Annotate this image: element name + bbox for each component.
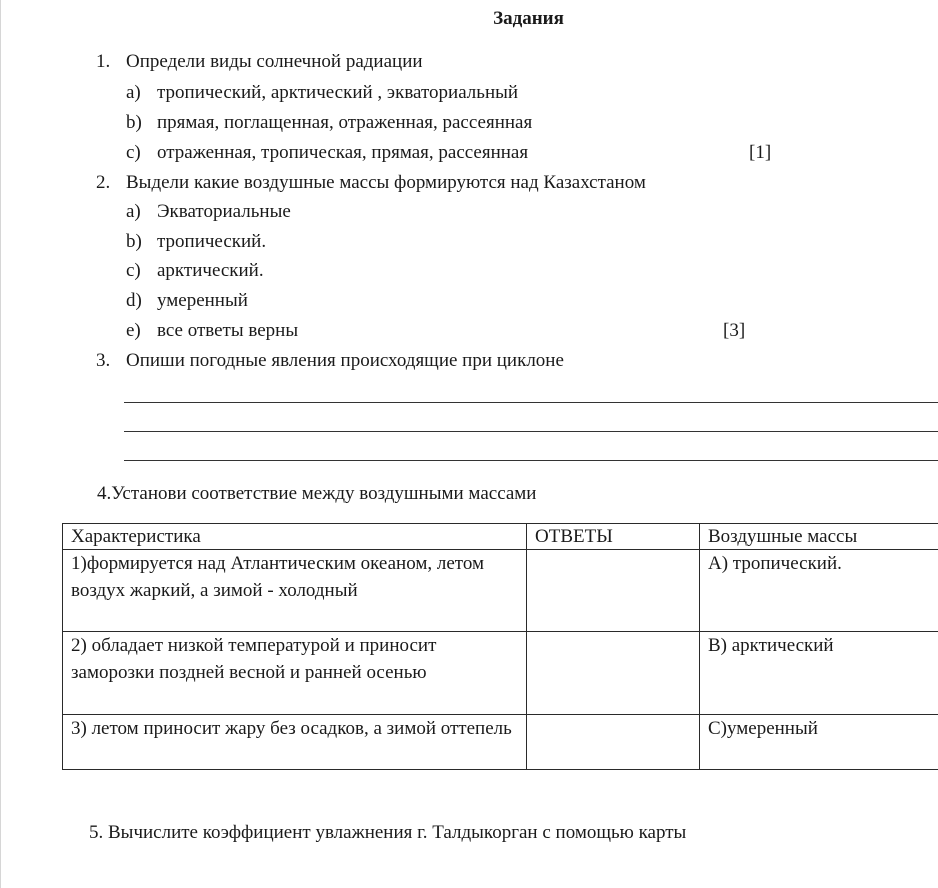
option-text: отраженная, тропическая, прямая, рассеянная: [157, 142, 529, 163]
question-3-number: 3.: [96, 350, 111, 371]
question-2-mark: [3]: [723, 320, 746, 341]
air-mass-cell: B) арктический: [700, 632, 938, 715]
question-2-option-a: [126, 201, 291, 223]
characteristic-cell: 1)формируется над Атлантическим океаном, летом воздух жаркий, а зимой - холодный: [63, 550, 527, 632]
option-letter: a): [126, 201, 141, 222]
answer-line[interactable]: [124, 431, 938, 432]
question-1-option-c: [126, 142, 528, 164]
table-row: [63, 632, 938, 715]
question-3: [96, 350, 564, 372]
option-letter: e): [126, 320, 141, 341]
characteristic-cell: 3) летом приносит жару без осадков, а зимой оттепель: [63, 715, 527, 770]
question-2-option-e: [126, 320, 298, 342]
option-text: прямая, поглащенная, отраженная, рассеянная: [157, 112, 533, 133]
question-2: [96, 172, 646, 194]
answer-cell[interactable]: [527, 550, 700, 632]
question-1-option-a: [126, 82, 518, 104]
matching-table: [62, 523, 938, 770]
option-letter: b): [126, 112, 142, 133]
question-3-text: Опиши погодные явления происходящие при циклоне: [126, 350, 564, 371]
question-1-option-b: [126, 112, 532, 134]
answer-cell[interactable]: [527, 715, 700, 770]
question-4-text: 4.Установи соответствие между воздушными массами: [97, 483, 537, 504]
air-mass-cell: A) тропический.: [700, 550, 938, 632]
table-row: [63, 550, 938, 632]
option-letter: d): [126, 290, 142, 311]
question-2-option-c: [126, 260, 264, 282]
option-letter: c): [126, 142, 141, 163]
option-text: Экваториальные: [157, 201, 291, 222]
header-characteristic: Характеристика: [63, 524, 527, 550]
option-text: арктический.: [157, 260, 264, 281]
question-2-option-b: [126, 231, 266, 253]
option-letter: b): [126, 231, 142, 252]
question-5-text: 5. Вычислите коэффициент увлажнения г. Талдыкорган с помощью карты: [89, 822, 687, 843]
air-mass-cell: C)умеренный: [700, 715, 938, 770]
answer-line[interactable]: [124, 402, 938, 403]
header-air-masses: Воздушные массы: [700, 524, 938, 550]
option-text: тропический.: [157, 231, 267, 252]
table-header-row: [63, 524, 938, 550]
question-1-mark: [1]: [749, 142, 772, 163]
question-1-text: Определи виды солнечной радиации: [126, 51, 423, 72]
option-text: тропический, арктический , экваториальный: [157, 82, 519, 103]
question-1: [96, 51, 423, 73]
header-answers: ОТВЕТЫ: [527, 524, 700, 550]
question-2-option-d: [126, 290, 248, 312]
characteristic-cell: 2) обладает низкой температурой и приносит заморозки поздней весной и ранней осенью: [63, 632, 527, 715]
question-2-text: Выдели какие воздушные массы формируются над Казахстаном: [126, 172, 646, 193]
option-text: умеренный: [157, 290, 248, 311]
question-1-number: 1.: [96, 51, 111, 72]
answer-cell[interactable]: [527, 632, 700, 715]
table-row: [63, 715, 938, 770]
page-title: Задания: [493, 8, 564, 29]
option-letter: c): [126, 260, 141, 281]
question-2-number: 2.: [96, 172, 111, 193]
answer-line[interactable]: [124, 460, 938, 461]
option-letter: a): [126, 82, 141, 103]
option-text: все ответы верны: [157, 320, 299, 341]
